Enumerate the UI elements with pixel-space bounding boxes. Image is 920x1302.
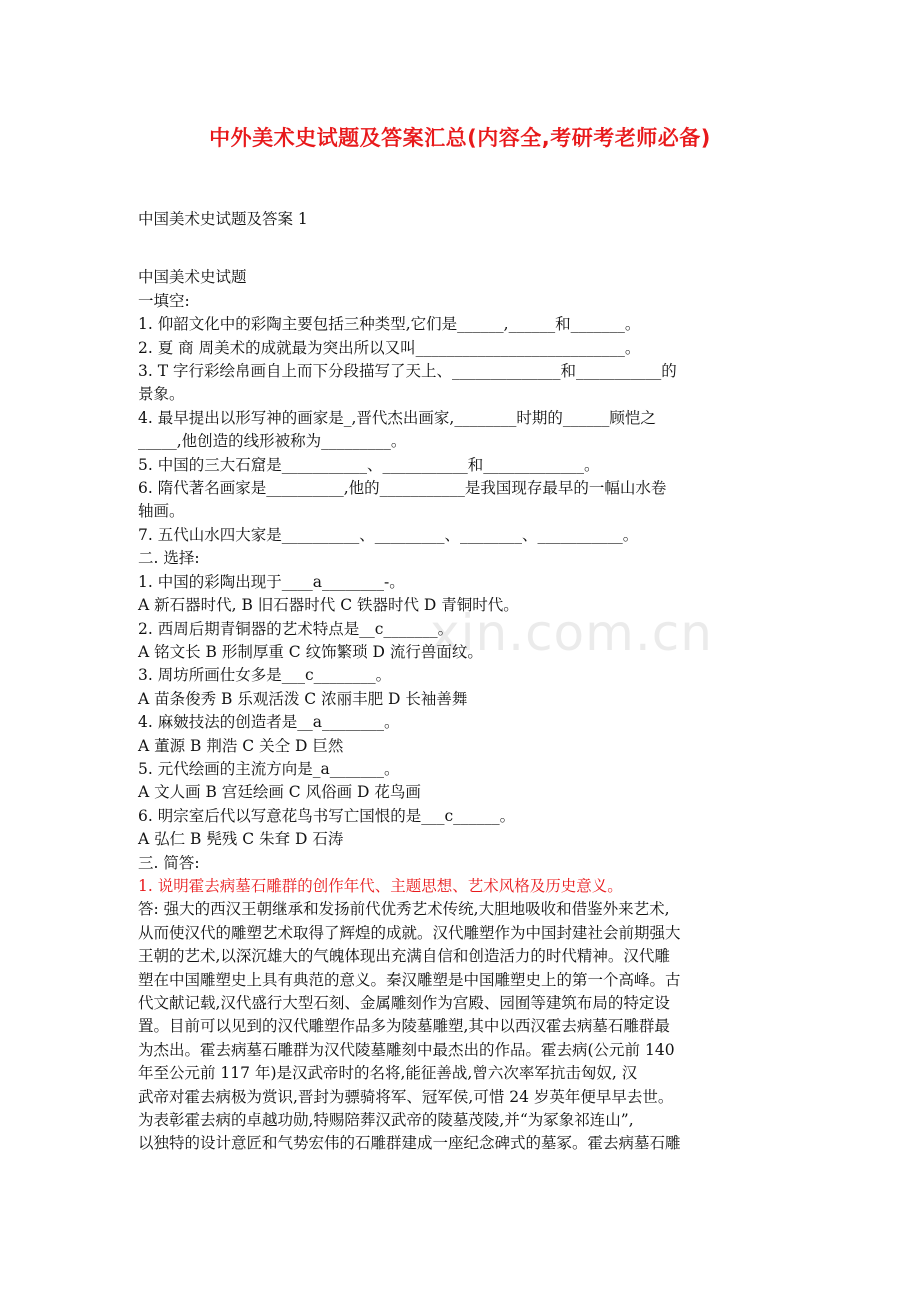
choice-question-5: 5. 元代绘画的主流方向是_a_______。 [138, 759, 400, 778]
fill-question-4-cont: _____,他创造的线形被称为_________。 [138, 432, 407, 451]
answer-line: 塑在中国雕塑史上具有典范的意义。秦汉雕塑是中国雕塑史上的第一个高峰。古 [138, 970, 681, 989]
document-title: 中外美术史试题及答案汇总(内容全,考研考老师必备) [209, 126, 711, 150]
answer-line: 武帝对霍去病极为赏识,晋封为骠骑将军、冠军侯,可惜 24 岁英年便早早去世。 [138, 1087, 674, 1106]
choice-options-3: A 苗条俊秀 B 乐观活泼 C 浓丽丰肥 D 长袖善舞 [138, 689, 468, 708]
section-title: 中国美术史试题 [138, 268, 247, 287]
answer-line: 年至公元前 117 年)是汉武帝时的名将,能征善战,曾六次率军抗击匈奴, 汉 [138, 1064, 638, 1083]
fill-question-3-cont: 景象。 [138, 385, 185, 404]
answer-line: 王朝的艺术,以深沉雄大的气魄体现出充满自信和创造活力的时代精神。汉代雕 [138, 947, 670, 966]
answer-line: 为表彰霍去病的卓越功勋,特赐陪葬汉武帝的陵墓茂陵,并“为冢象祁连山”, [138, 1111, 634, 1130]
choice-question-4: 4. 麻皴技法的创造者是__a________。 [138, 713, 400, 732]
fill-question-2: 2. 夏 商 周美术的成就最为突出所以又叫___________________________。 [138, 338, 641, 357]
fill-question-4: 4. 最早提出以形写神的画家是_,晋代杰出画家,________时期的______顾恺之 [138, 408, 656, 427]
answer-paragraph [138, 898, 788, 1155]
part3-heading: 三. 简答: [138, 853, 200, 872]
choice-question-3: 3. 周坊所画仕女多是___c________。 [138, 666, 392, 685]
choice-options-2: A 铭文长 B 形制厚重 C 纹饰繁琐 D 流行兽面纹。 [138, 642, 483, 661]
short-question-1: 1. 说明霍去病墓石雕群的创作年代、主题思想、艺术风格及历史意义。 [138, 876, 623, 895]
fill-question-3: 3. T 字行彩绘帛画自上而下分段描写了天上、______________和___________的 [138, 362, 677, 381]
choice-question-6: 6. 明宗室后代以写意花鸟书写亡国恨的是___c______。 [138, 806, 516, 825]
part1-heading: 一填空: [138, 291, 190, 310]
watermark-text: xin.com.cn [430, 604, 713, 662]
fill-question-6-cont: 轴画。 [138, 502, 185, 521]
answer-line: 答: 强大的西汉王朝继承和发扬前代优秀艺术传统,大胆地吸收和借鉴外来艺术, [138, 900, 670, 919]
document-body [138, 208, 788, 1156]
section-subtitle: 中国美术史试题及答案 1 [138, 210, 308, 228]
answer-line: 从而使汉代的雕塑艺术取得了辉煌的成就。汉代雕塑作为中国封建社会前期强大 [138, 923, 681, 942]
choice-options-4: A 董源 B 荆浩 C 关仝 D 巨然 [138, 736, 344, 755]
answer-line: 代文献记载,汉代盛行大型石刻、金属雕刻作为宫殿、园囿等建筑布局的特定设 [138, 994, 670, 1012]
answer-line: 置。目前可以见到的汉代雕塑作品多为陵墓雕塑,其中以西汉霍去病墓石雕群最 [138, 1017, 670, 1036]
choice-question-2: 2. 西周后期青铜器的艺术特点是__c_______。 [138, 619, 454, 638]
choice-options-6: A 弘仁 B 髡残 C 朱耷 D 石涛 [138, 830, 344, 849]
fill-question-6: 6. 隋代著名画家是__________,他的___________是我国现存最早的一幅山水卷 [138, 479, 667, 498]
choice-options-5: A 文人画 B 宫廷绘画 C 风俗画 D 花鸟画 [138, 783, 421, 802]
answer-line: 以独特的设计意匠和气势宏伟的石雕群建成一座纪念碑式的墓冢。霍去病墓石雕 [138, 1134, 681, 1153]
answer-line: 为杰出。霍去病墓石雕群为汉代陵墓雕刻中最杰出的作品。霍去病(公元前 140 [138, 1040, 675, 1059]
part2-heading: 二. 选择: [138, 549, 200, 568]
fill-question-1: 1. 仰韶文化中的彩陶主要包括三种类型,它们是______,______和_______。 [138, 315, 641, 334]
choice-question-1: 1. 中国的彩陶出现于____a________-。 [138, 572, 405, 591]
fill-question-5: 5. 中国的三大石窟是___________、___________和_____________。 [138, 455, 600, 474]
choice-options-1: A 新石器时代, B 旧石器时代 C 铁器时代 D 青铜时代。 [138, 596, 519, 615]
fill-question-7: 7. 五代山水四大家是__________、_________、________、___________。 [138, 525, 639, 544]
